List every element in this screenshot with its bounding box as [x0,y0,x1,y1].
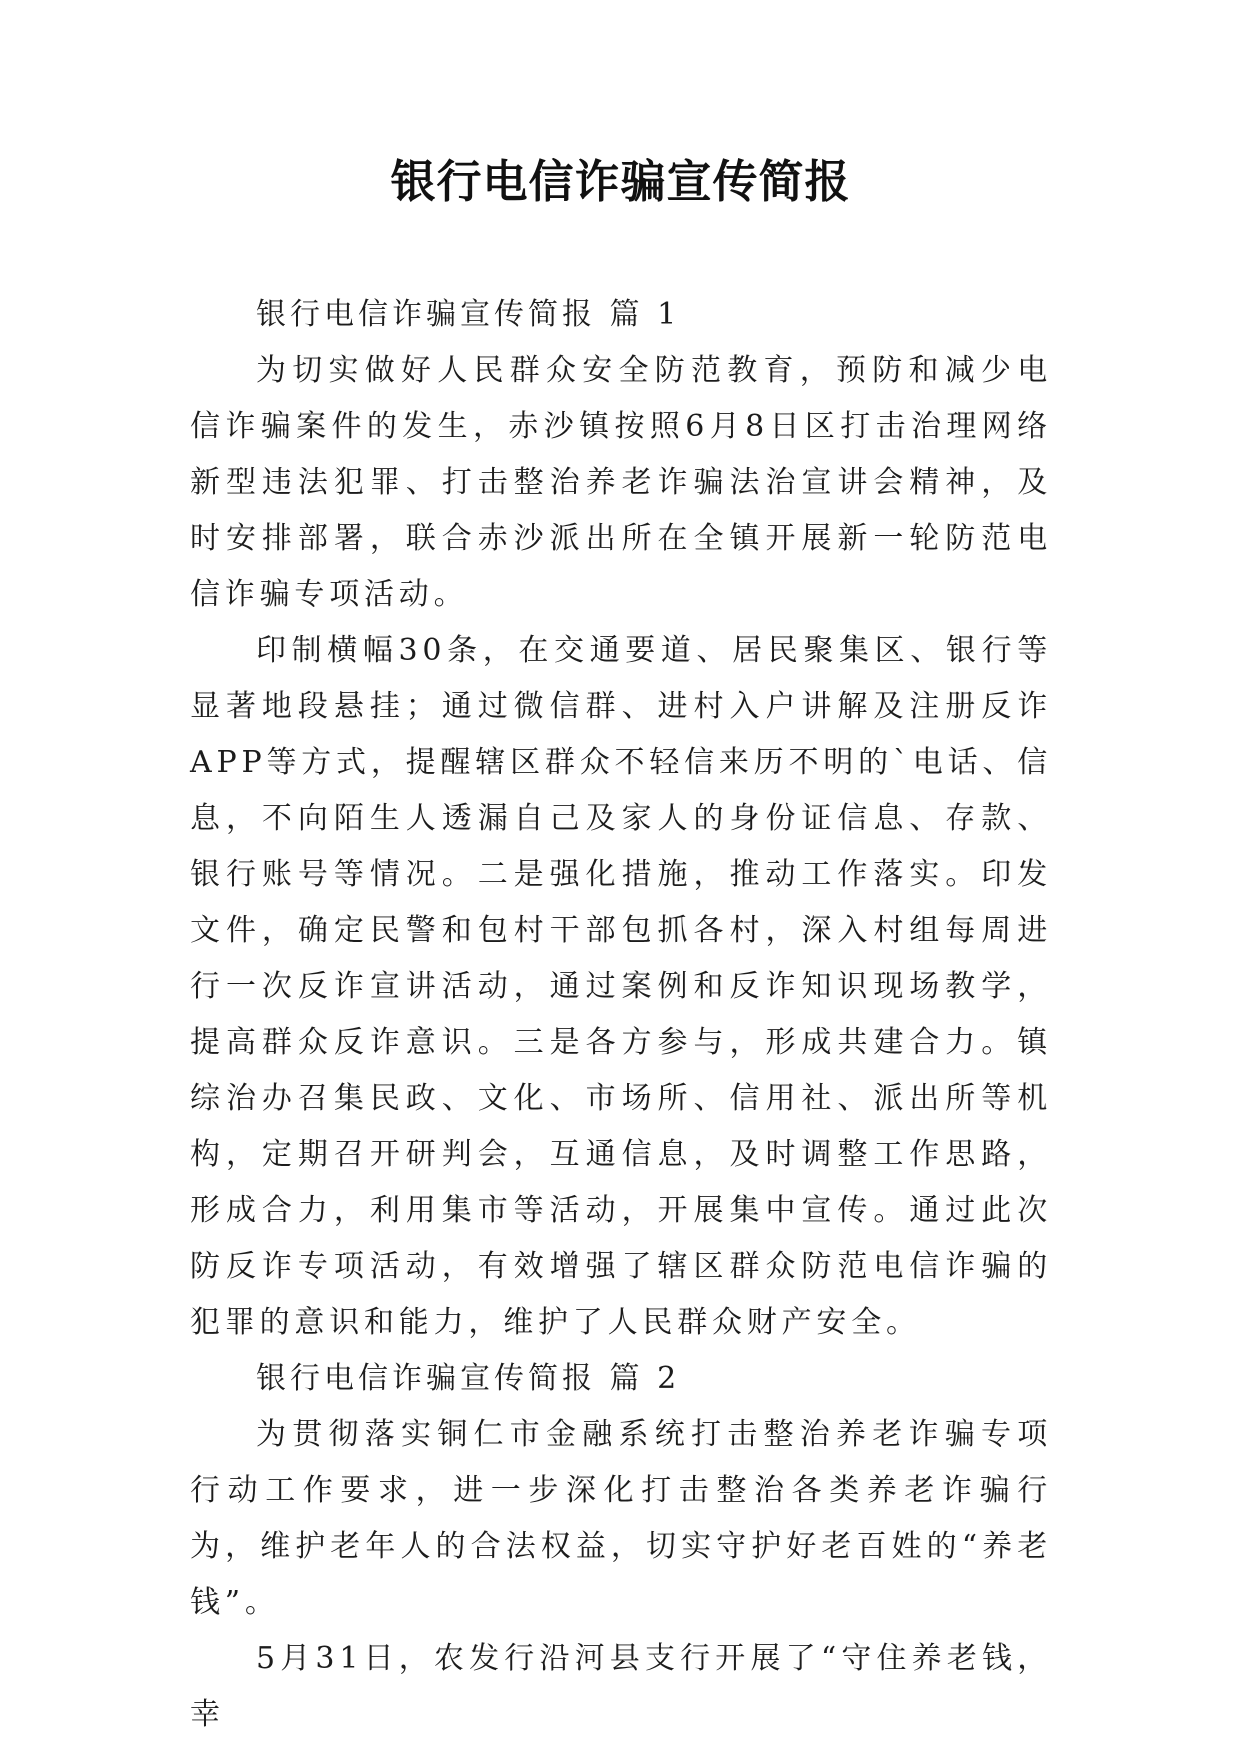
paragraph: 印制横幅30条，在交通要道、居民聚集区、银行等显著地段悬挂；通过微信群、进村入户讲解及注册反诈APP等方式，提醒辖区群众不轻信来历不明的`电话、信息，不向陌生人透漏自己及家人的身份证信息、存款、银行账号等情况。二是强化措施，推动工作落实。印发文件，确定民警和包村干部包抓各村，深入村组每周进行一次反诈宣讲活动，通过案例和反诈知识现场教学，提高群众反诈意识。三是各方参与，形成共建合力。镇综治办召集民政、文化、市场所、信用社、派出所等机构，定期召开研判会，互通信息，及时调整工作思路，形成合力，利用集市等活动，开展集中宣传。通过此次防反诈专项活动，有效增强了辖区群众防范电信诈骗的犯罪的意识和能力，维护了人民群众财产安全。 [190,633,1052,1340]
section-heading-1: 银行电信诈骗宣传简报 篇 1 [256,297,681,332]
paragraph: 为贯彻落实铜仁市金融系统打击整治养老诈骗专项行动工作要求，进一步深化打击整治各类养老诈骗行为，维护老年人的合法权益，切实守护好老百姓的“养老钱”。 [190,1417,1052,1620]
paragraph: 5月31日，农发行沿河县支行开展了“守住养老钱，幸 [190,1641,1052,1732]
document-body [190,287,1052,1743]
section-heading-2: 银行电信诈骗宣传简报 篇 2 [256,1361,681,1396]
document-title: 银行电信诈骗宣传简报 [390,155,851,208]
paragraph: 为切实做好人民群众安全防范教育，预防和减少电信诈骗案件的发生，赤沙镇按照6月8日区打击治理网络新型违法犯罪、打击整治养老诈骗法治宣讲会精神，及时安排部署，联合赤沙派出所在全镇开展新一轮防范电信诈骗专项活动。 [190,353,1052,612]
